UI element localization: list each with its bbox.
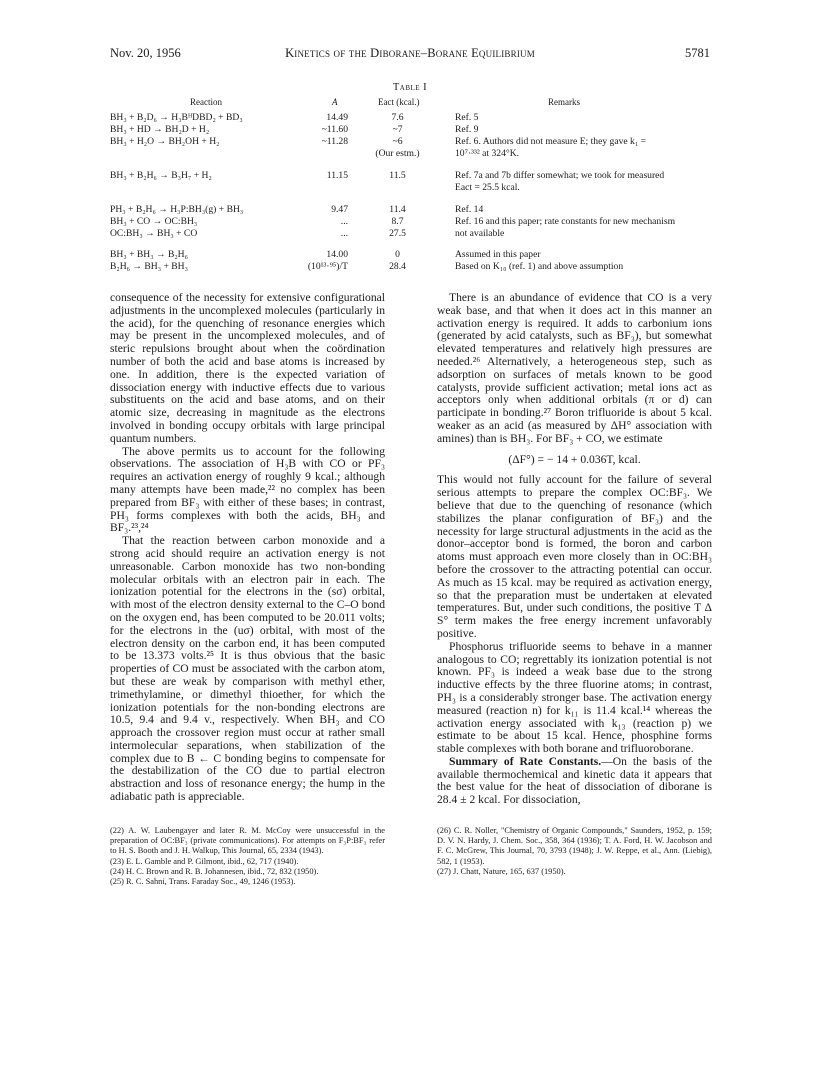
column-header-a: A <box>332 97 338 107</box>
column-header-remarks: Remarks <box>548 97 580 107</box>
body-column-left <box>110 292 385 804</box>
cell-remarks: Ref. 14 <box>455 204 484 215</box>
page-number: 5781 <box>685 46 710 60</box>
cell-a: 14.00 <box>326 249 348 260</box>
section-text: —On the basis of the available thermochemical and kinetic data it appears that the best value for the heat of dissociation of diborane is 28.4 ± 2 kcal. For dissociation, <box>437 754 712 807</box>
body-paragraph: There is an abundance of evidence that CO is a very weak base, and that when it does act in this manner an activation energy is required. It adds to carbonium ions (generated by acid catalysts, such as BF₃), but somewhat elevated temperatures and relatively high pressures are needed.²⁶ Alternatively, a heterogeneous step, such as adsorption on surfaces of metals known to be good catalysts, provide sufficient activation; metal ions act as acceptors only when additional orbitals (π or d) can participate in bonding.²⁷ Boron trifluoride is about 5 kcal. weaker as an acid (as measured by ΔH° association with amines) than is BH₃. For BF₃ + CO, we estimate <box>437 291 712 445</box>
cell-reaction: BH₃ + BH₃ → B₂H₆ <box>110 249 188 260</box>
cell-eact: 28.4 <box>389 261 406 272</box>
cell-reaction: BH₃ + HD → BH₂D + H₂ <box>110 124 210 135</box>
footnote: (26) C. R. Noller, "Chemistry of Organic Compounds," Saunders, 1952, p. 159; D. V. N. Hardy, J. Chem. Soc., 358, 364 (1936); T. A. Ford, H. W. Jacobson and F. C. McGrew, This Journal, 70, 3793 (1948); J. W. Reppe, et al., Ann. (Liebig), 582, 1 (1953). <box>437 826 712 866</box>
cell-eact: ~6 (Our estm.) <box>375 136 420 159</box>
equation: (ΔF°) = − 14 + 0.036T, kcal. <box>508 452 641 466</box>
footnote: (25) R. C. Sahni, Trans. Faraday Soc., 49, 1246 (1953). <box>110 877 296 887</box>
footnote: (24) H. C. Brown and R. B. Johannesen, ibid., 72, 832 (1950). <box>110 866 319 876</box>
cell-reaction: BH₃ + B₂D₆ → H₃BᴴDBD₂ + BD₃ <box>110 112 243 123</box>
cell-remarks: Ref. 7a and 7b differ somewhat; we took for measured Eact = 25.5 kcal. <box>455 170 665 193</box>
cell-reaction: OC:BH₃ → BH₃ + CO <box>110 228 198 239</box>
cell-a: 14.49 <box>326 112 348 123</box>
footnote: (23) E. L. Gamble and P. Gilmont, ibid., 62, 717 (1940). <box>110 856 299 866</box>
cell-a: ... <box>340 228 348 239</box>
cell-eact: 11.4 <box>389 204 406 215</box>
footnote: (22) A. W. Laubengayer and later R. M. McCoy were unsuccessful in the preparation of OC:BF₃ (private communications). For attempts on F₃P:BF₃ refer to H. S. Booth and J. H. Walkup, This Journal, 65, 2334 (1943). <box>110 826 385 856</box>
body-column-right <box>437 292 712 807</box>
body-paragraph: Phosphorus trifluoride seems to behave in a manner analogous to CO; regrettably its ionization potential is not known. PF₃ is indeed a weak base due to the strong inductive effects by the three fluorine atoms; in contrast, PH₃ is a considerably stronger base. The activation energy measured (reaction n) for k₁₁ is 11.4 kcal.¹⁴ whereas the activation energy associated with k₁₃ (reaction p) we estimate to be about 15 kcal. Hence, phosphine forms stable complexes with both borane and trifluoroborane. <box>437 639 712 756</box>
cell-remarks: Ref. 9 <box>455 124 479 135</box>
cell-reaction: PH₃ + B₂H₆ → H₃P:BH₃(g) + BH₃ <box>110 204 244 215</box>
running-header <box>110 46 710 64</box>
cell-eact: 8.7 <box>391 216 404 227</box>
column-header-eact: Eact (kcal.) <box>378 97 420 107</box>
cell-eact: ~7 <box>392 124 403 135</box>
footnote: (27) J. Chatt, Nature, 165, 637 (1950). <box>437 866 566 876</box>
cell-remarks: Ref. 5 <box>455 112 479 123</box>
cell-a: ~11.60 <box>321 124 348 135</box>
body-paragraph: That the reaction between carbon monoxide and a strong acid should require an activation energy is not unreasonable. Carbon monoxide has two non-bonding molecular orbitals with an electron pair in each. The ionization potential for the electrons in the (sσ) orbital, with most of the electron density external to the C–O bond on the oxygen end, has been computed to be 20.011 volts; for the electrons in the (uσ) orbital, with most of the electron density on the carbon end, it has been computed to be 13.373 volts.²⁵ It is thus obvious that the basic properties of CO must be associated with the carbon atom, but these are weak by comparison with methyl ether, trimethylamine, or dimethyl thioether, for which the ionization potentials for the non-bonding electrons are 10.5, 9.4 and 9.4 v., respectively. When BH₃ and CO approach the crossover region must occur at rather small intermolecular separations, when stabilization of the complex due to B ← C bonding begins to compensate for the destabilization of the CO due to partial electron abstraction and loss of resonance energy; the hump in the adiabatic path is appreciable. <box>110 534 385 804</box>
cell-a: 9.47 <box>331 204 348 215</box>
cell-eact: 11.5 <box>389 170 406 181</box>
table-header-row <box>110 97 710 109</box>
cell-eact: 7.6 <box>391 112 404 123</box>
footnotes-right <box>437 826 712 877</box>
footnotes-left <box>110 826 385 887</box>
cell-a: ... <box>340 216 348 227</box>
body-paragraph: The above permits us to account for the following observations. The association of H₃B with CO or PF₃ requires an activation energy of roughly 9 kcal.; although many attempts have been made,²² no complex has been prepared from BF₃ with either of these bases; in contrast, PH₃ forms complexes with both the acids, BH₃ and BF₃.²³,²⁴ <box>110 444 385 535</box>
cell-remarks: Based on K₁₀ (ref. 1) and above assumption <box>455 261 624 272</box>
cell-reaction: BH₃ + CO → OC:BH₃ <box>110 216 198 227</box>
body-paragraph: This would not fully account for the failure of several serious attempts to prepare the complex OC:BF₃. We believe that due to the quenching of resonance (which stabilizes the planar configuration of BF₃) and the necessity for large structural adjustments in the acid as the donor–acceptor bond is formed, the boron and carbon atoms must approach even more closely than in OC:BH₃ before the crossover to the attracting potential can occur. As much as 15 kcal. may be required as activation energy, so that the preparation must be undertaken at elevated temperatures. But, under such conditions, the positive T Δ S° term makes the free energy increment unfavorably positive. <box>437 473 712 640</box>
cell-a: 11.15 <box>326 170 348 181</box>
cell-remarks: Assumed in this paper <box>455 249 541 260</box>
column-header-reaction: Reaction <box>190 97 222 107</box>
cell-reaction: BH₃ + H₂O → BH₂OH + H₂ <box>110 136 220 147</box>
cell-remarks: Ref. 6. Authors did not measure E; they gave k₁ = 10⁷·³³² at 324°K. <box>455 136 646 159</box>
table-title: Table I <box>392 82 428 93</box>
cell-remarks: Ref. 16 and this paper; rate constants for new mechanism not available <box>455 216 676 239</box>
cell-eact: 0 <box>395 249 400 260</box>
header-date: Nov. 20, 1956 <box>110 46 181 60</box>
body-paragraph <box>437 756 712 807</box>
cell-a: ~11.28 <box>321 136 348 147</box>
cell-reaction: BH₃ + B₂H₆ → B₃H₇ + H₂ <box>110 170 212 181</box>
cell-a: (10¹³·⁹⁵)/T <box>307 261 348 272</box>
cell-eact: 27.5 <box>389 228 406 239</box>
section-run-in-heading: Summary of Rate Constants. <box>449 754 602 768</box>
body-paragraph: consequence of the necessity for extensive configurational adjustments in the uncomplexed molecules (particularly in the acid), for the quenching of resonance energies which may be present in the uncomplexed molecules, and of steric repulsions brought about when the coördination number of both the acid and base atoms is increased by one. In addition, there is the expected variation of dissociation energy with inductive effects due to various substituents on the acid and base atoms, and on their atomic size, decreasing in magnitude as the electrons involved in bonding occupy orbitals with large principal quantum numbers. <box>110 291 385 445</box>
header-title: Kinetics of the Diborane–Borane Equilibrium <box>285 46 535 60</box>
cell-reaction: B₂H₆ → BH₃ + BH₃ <box>110 261 188 272</box>
table-body <box>110 112 710 282</box>
